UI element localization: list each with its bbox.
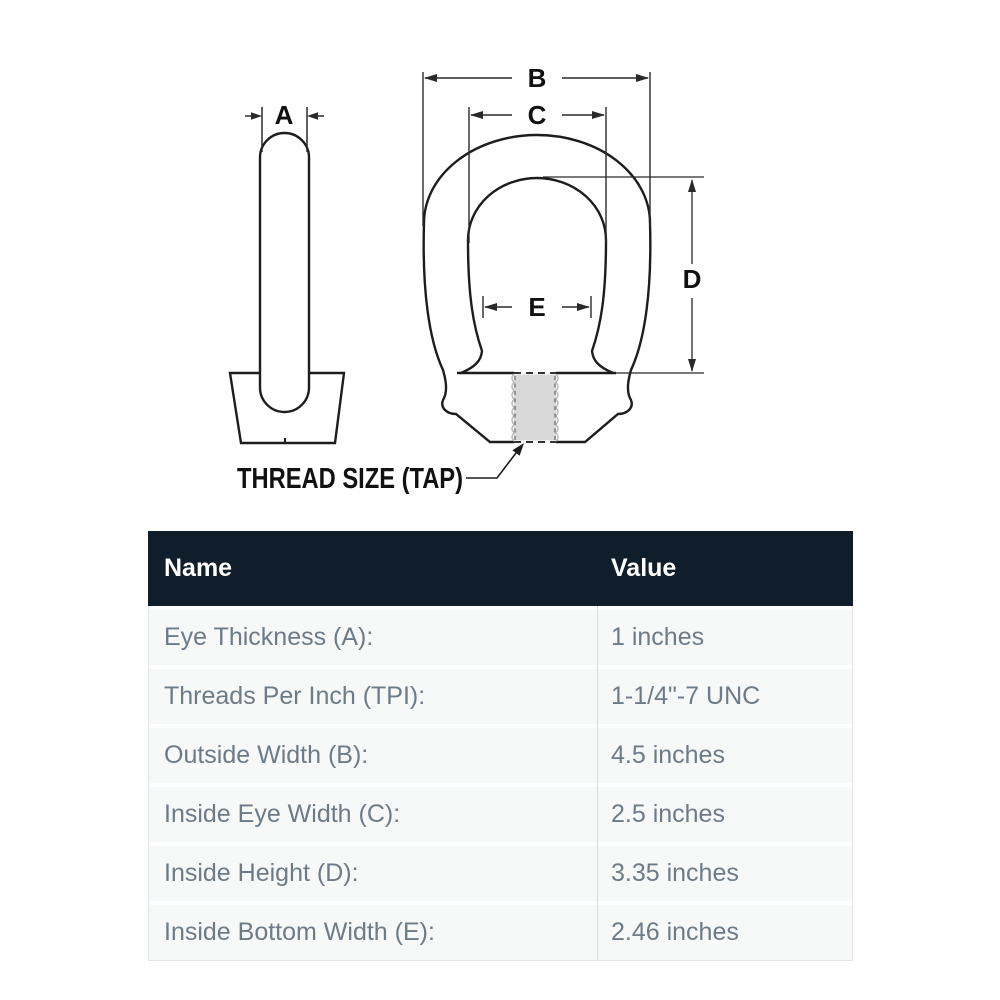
dim-c-arrow-left <box>470 111 483 119</box>
column-divider <box>597 606 598 960</box>
thread-leader-arrow <box>512 443 524 456</box>
row-value: 2.5 inches <box>611 800 725 828</box>
thread-size-callout <box>237 443 524 495</box>
thread-leader-line <box>466 453 516 478</box>
row-value: 3.35 inches <box>611 859 739 887</box>
dim-d-arrow-bottom <box>688 359 696 372</box>
row-name: Threads Per Inch (TPI): <box>164 682 426 710</box>
dim-d-arrow-top <box>688 179 696 192</box>
front-view-inner-eye <box>461 178 613 373</box>
table-row <box>149 787 852 842</box>
dim-c-label: C <box>527 100 547 130</box>
spec-table-header <box>148 531 853 606</box>
row-name: Inside Eye Width (C): <box>164 800 401 828</box>
row-name: Inside Bottom Width (E): <box>164 918 435 946</box>
side-view-figure <box>230 100 344 443</box>
dim-a-arrow-right <box>307 112 318 120</box>
row-value: 2.46 inches <box>611 918 739 946</box>
header-value-column: Value <box>611 554 677 582</box>
header-name-column: Name <box>164 554 233 582</box>
thread-size-label: THREAD SIZE (TAP) <box>237 463 463 495</box>
row-name: Inside Height (D): <box>164 859 359 887</box>
dim-b-arrow-right <box>636 74 649 82</box>
side-view-eye-pill <box>260 133 309 412</box>
front-view-figure <box>423 63 704 442</box>
thread-hole <box>514 374 556 442</box>
dim-c-arrow-right <box>592 111 605 119</box>
table-row <box>149 728 852 783</box>
dim-b-label: B <box>527 63 547 93</box>
row-value: 1 inches <box>611 623 705 651</box>
row-value: 4.5 inches <box>611 741 725 769</box>
table-row <box>149 669 852 724</box>
spec-table-body <box>148 606 853 961</box>
spec-table <box>148 531 853 961</box>
row-name: Outside Width (B): <box>164 741 369 769</box>
dim-a-arrow-left <box>251 112 262 120</box>
table-row <box>149 905 852 960</box>
dim-b-arrow-left <box>424 74 437 82</box>
row-value: 1-1/4"-7 UNC <box>611 682 761 710</box>
row-name: Eye Thickness (A): <box>164 623 374 651</box>
dim-a-label: A <box>274 100 294 130</box>
table-row <box>149 846 852 901</box>
dim-d-label: D <box>682 264 702 294</box>
dim-e-label: E <box>528 292 546 322</box>
table-row <box>149 610 852 665</box>
